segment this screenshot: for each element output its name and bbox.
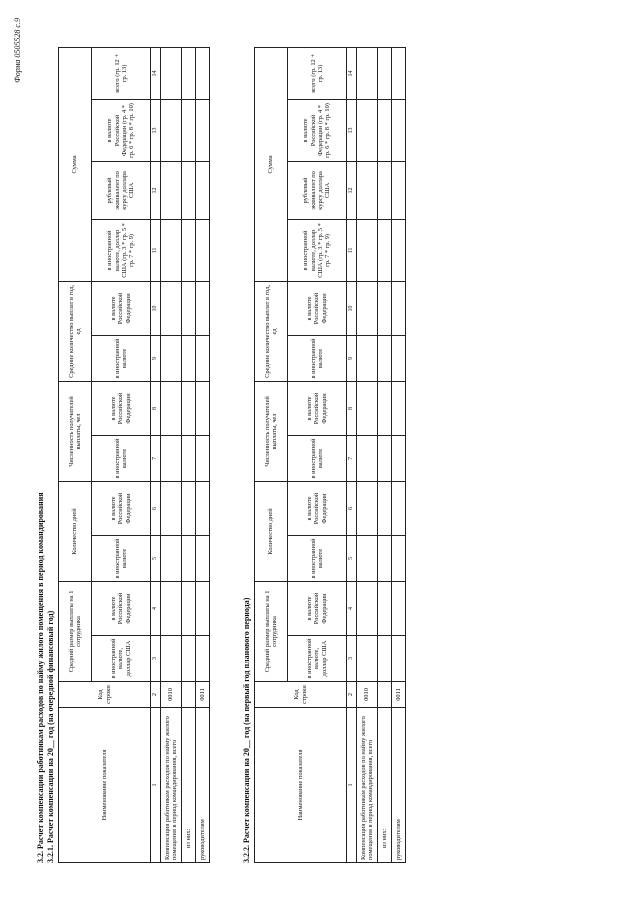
header-avg-qty: Средние количество выплат в год, ед — [255, 281, 288, 381]
header-col14: всего (гр. 12 + гр. 13) — [92, 47, 151, 99]
header-col13: в валюте Российской Федерации (гр. 4 * гр. 6 * гр. 8 * гр. 10) — [92, 99, 151, 161]
compensation-table-2 — [254, 47, 406, 863]
col-number: 3 — [151, 636, 161, 682]
section-title: 3.2. Расчет компенсации работникам расходов по найму жилого помещения в период командирования — [36, 492, 45, 863]
header-col3: в иностранной валюте, доллар США — [92, 636, 151, 682]
col-number: 9 — [347, 335, 357, 381]
row-label: из них: — [182, 708, 196, 863]
header-col6: в валюте Российской Федерации — [92, 481, 151, 535]
header-recipients: Численность получателей выплаты, чел — [255, 381, 288, 481]
compensation-table-1 — [58, 47, 210, 863]
header-code: Код строки — [255, 682, 347, 708]
col-number: 2 — [151, 682, 161, 708]
header-col9: в иностранной валюте — [288, 335, 347, 381]
header-col4: в валюте Российской Федерации — [92, 581, 151, 635]
col-number: 6 — [347, 481, 357, 535]
form-code: Форма 0505528 с.9 — [13, 18, 22, 83]
col-number: 8 — [151, 381, 161, 435]
header-col12: рублевый эквивалент по курсу доллара США — [288, 161, 347, 219]
header-col10: в валюте Российской Федерации — [288, 281, 347, 335]
header-sum: Сумма — [59, 47, 92, 281]
header-name: Наименование показателя — [59, 708, 151, 863]
col-number: 14 — [151, 47, 161, 99]
col-number: 2 — [347, 682, 357, 708]
header-col7: в иностранной валюте — [288, 435, 347, 481]
header-col9: в иностранной валюте — [92, 335, 151, 381]
row-code: 0011 — [392, 682, 406, 708]
header-avg-qty: Средние количество выплат в год, ед — [59, 281, 92, 381]
header-col13: в валюте Российской Федерации (гр. 4 * гр. 6 * гр. 8 * гр. 10) — [288, 99, 347, 161]
row-code: 0010 — [161, 682, 182, 708]
header-days: Количество дней — [255, 481, 288, 581]
col-number: 7 — [151, 435, 161, 481]
col-number: 13 — [347, 99, 357, 161]
col-number: 9 — [151, 335, 161, 381]
row-code — [182, 682, 196, 708]
col-number: 1 — [347, 708, 357, 863]
header-col11: в иностранной валюте, доллар США (гр. 3 * гр. 5 * гр. 7 * гр. 9) — [288, 219, 347, 281]
table-row — [196, 47, 210, 862]
header-sum: Сумма — [255, 47, 288, 281]
header-col14: всего (гр. 12 + гр. 13) — [288, 47, 347, 99]
col-number: 8 — [347, 381, 357, 435]
table-row — [378, 47, 392, 862]
table-row — [392, 47, 406, 862]
col-number: 12 — [151, 161, 161, 219]
header-days: Количество дней — [59, 481, 92, 581]
col-number: 4 — [151, 581, 161, 635]
col-number: 13 — [151, 99, 161, 161]
col-number: 5 — [347, 535, 357, 581]
row-label: руководителям — [196, 708, 210, 863]
row-label: руководителям — [392, 708, 406, 863]
header-col12: рублевый эквивалент по курсу доллара США — [92, 161, 151, 219]
header-col5: в иностранной валюте — [92, 535, 151, 581]
col-number: 10 — [151, 281, 161, 335]
table-row — [161, 47, 182, 862]
col-number: 7 — [347, 435, 357, 481]
table-row — [357, 47, 378, 862]
col-number: 3 — [347, 636, 357, 682]
header-col11: в иностранной валюте, доллар США (гр. 3 * гр. 5 * гр. 7 * гр. 9) — [92, 219, 151, 281]
header-col3: в иностранной валюте, доллар США — [288, 636, 347, 682]
header-recipients: Численность получателей выплаты, чел — [59, 381, 92, 481]
col-number: 4 — [347, 581, 357, 635]
row-code: 0010 — [357, 682, 378, 708]
row-code: 0011 — [196, 682, 210, 708]
header-col6: в валюте Российской Федерации — [288, 481, 347, 535]
header-col5: в иностранной валюте — [288, 535, 347, 581]
header-col8: в валюте Российской Федерации — [92, 381, 151, 435]
col-number: 11 — [347, 219, 357, 281]
col-number: 11 — [151, 219, 161, 281]
header-col8: в валюте Российской Федерации — [288, 381, 347, 435]
table-row — [182, 47, 196, 862]
row-label: Компенсация работникам расходов по найму жилого помещения в период командирования, всего — [161, 708, 182, 863]
header-col4: в валюте Российской Федерации — [288, 581, 347, 635]
col-number: 5 — [151, 535, 161, 581]
header-avg-size: Средний размер выплаты на 1 сотрудника — [255, 581, 288, 681]
col-number: 14 — [347, 47, 357, 99]
col-number: 10 — [347, 281, 357, 335]
header-name: Наименование показателя — [255, 708, 347, 863]
row-label: Компенсация работникам расходов по найму жилого помещения в период командирования, всего — [357, 708, 378, 863]
row-label: из них: — [378, 708, 392, 863]
header-avg-size: Средний размер выплаты на 1 сотрудника — [59, 581, 92, 681]
table2-subtitle: 3.2.2. Расчет компенсации на 20__ год (на первый год планового периода) — [242, 597, 251, 863]
col-number: 6 — [151, 481, 161, 535]
header-code: Код строки — [59, 682, 151, 708]
header-col10: в валюте Российской Федерации — [92, 281, 151, 335]
table1-subtitle: 3.2.1. Расчет компенсации на 20__ год (на очередной финансовый год) — [46, 610, 55, 863]
col-number: 1 — [151, 708, 161, 863]
col-number: 12 — [347, 161, 357, 219]
row-code — [378, 682, 392, 708]
header-col7: в иностранной валюте — [92, 435, 151, 481]
